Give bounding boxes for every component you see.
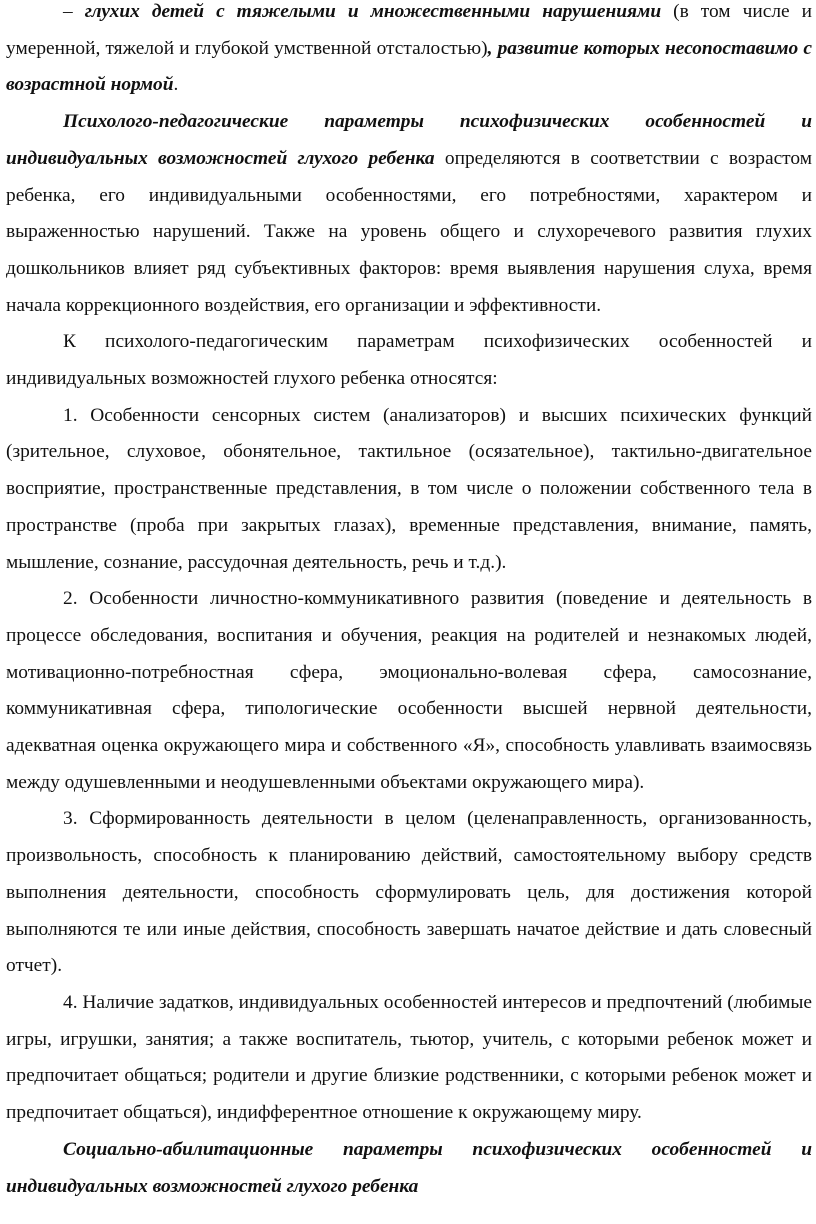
list-item-1: 1. Особенности сенсорных систем (анализаторов) и высших психических функций (зрительное, слуховое, обонятельное, тактильное (осязательное), тактильно-двигательное восприятие, пространственные представления, в том числе о положении собственного тела в пространстве (проба при закрытых глазах), временные представления, внимание, память, мышление, сознание, рассудочная деятельность, речь и т.д.). bbox=[6, 404, 812, 573]
paragraph-end: . bbox=[173, 74, 179, 96]
list-item-2: 2. Особенности личностно-коммуникативного развития (поведение и деятельность в процессе обследования, воспитания и обучения, реакция на родителей и незнакомых людей, мотивационно-потребностная сфера, эмоционально-волевая сфера, самосознание, коммуникативная сфера, типологические особенности высшей нервной деятельности, адекватная оценка окружающего мира и собственного «Я», способность улавливать взаимосвязь между одушевленными и неодушевленными объектами окружающего мира). bbox=[6, 588, 812, 793]
paragraph-psycho-pedagogical bbox=[6, 104, 812, 324]
section-heading-social-habilitation: Социально-абилитационные параметры психофизических особенностей и индивидуальных возможностей глухого ребенка bbox=[6, 1138, 812, 1197]
term-deaf-children: глухих детей с тяжелыми и множественными нарушениями bbox=[84, 1, 662, 22]
paragraph-parameters-intro: К психолого-педагогическим параметрам психофизических особенностей и индивидуальных возможностей глухого ребенка относятся: bbox=[6, 331, 812, 390]
paragraph-deaf-children-multiple-disorders bbox=[6, 0, 812, 104]
emphasis-text: , развитие которых несопоставимо с возрастной нормой bbox=[6, 37, 812, 96]
section-heading-psycho-pedagogical: Психолого-педагогические параметры психофизических особенностей и индивидуальных возможностей глухого ребенка bbox=[6, 111, 812, 169]
paragraph-text: определяются в соответствии с возрастом ребенка, его индивидуальными особенностями, его потребностями, характером и выраженностью нарушений. Также на уровень общего и слухоречевого развития глухих дошкольников влияет ряд субъективных факторов: время выявления нарушения слуха, время начала коррекционного воздействия, его организации и эффективности. bbox=[6, 147, 812, 316]
paragraph-text: (в том числе и умеренной, тяжелой и глубокой умственной отсталостью) bbox=[6, 1, 812, 59]
list-item-4: 4. Наличие задатков, индивидуальных особенностей интересов и предпочтений (любимые игры, игрушки, занятия; а также воспитатель, тьютор, учитель, с которыми ребенок может и предпочитает общаться; родители и другие близкие родственники, с которыми ребенок может и предпочитает общаться), индифферентное отношение к окружающему миру. bbox=[6, 991, 812, 1124]
list-item-3: 3. Сформированность деятельности в целом (целенаправленность, организованность, произвольность, способность к планированию действий, самостоятельному выбору средств выполнения деятельности, способность сформулировать цель, для достижения которой выполняются те или иные действия, способность завершать начатое действие и дать словесный отчет). bbox=[6, 808, 812, 977]
list-dash: – bbox=[63, 1, 85, 22]
